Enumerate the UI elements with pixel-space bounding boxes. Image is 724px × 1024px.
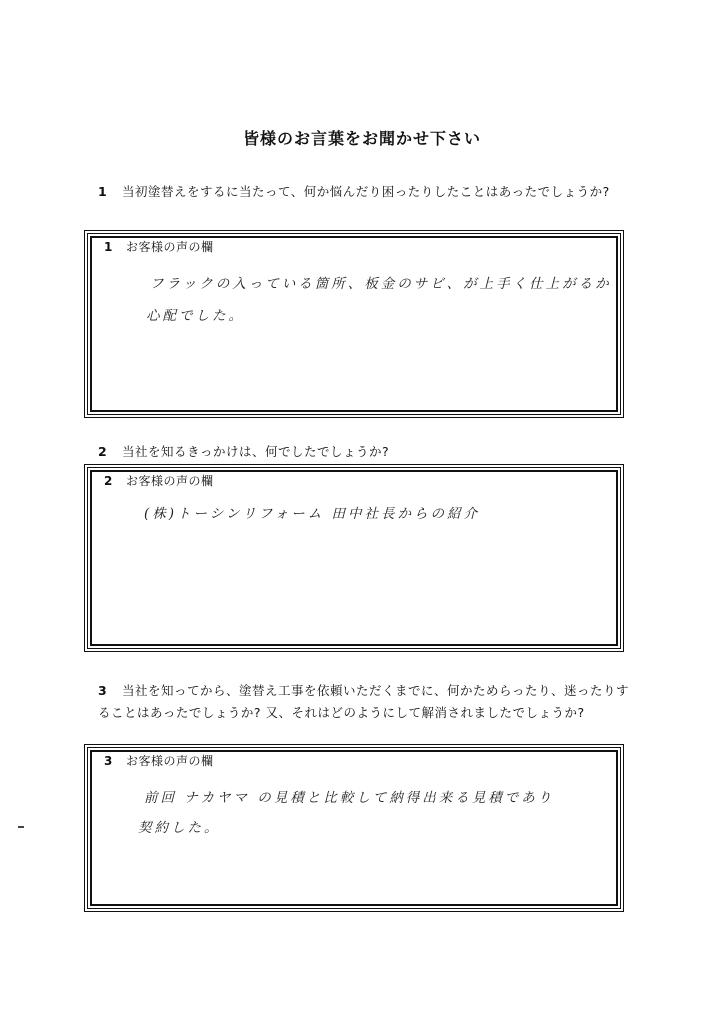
answer-box-label (104, 472, 214, 489)
answer-box-number: 3 (104, 754, 113, 768)
question-3 (98, 680, 638, 724)
answer-box-number: 1 (104, 240, 113, 254)
answer-box-label (104, 238, 214, 255)
answer-box-3 (84, 744, 624, 912)
answer-box-2 (84, 464, 624, 652)
handwritten-answer-line: 前回 ナカヤマ の見積と比較して納得出来る見積であり (144, 790, 555, 806)
question-text: 当初塗替えをするに当たって、何か悩んだり困ったりしたことはあったでしょうか? (122, 184, 610, 199)
answer-box-label (104, 752, 214, 769)
question-number: 1 (98, 184, 108, 199)
answer-box-inner (90, 236, 618, 412)
question-number: 2 (98, 444, 108, 459)
page-title: 皆様のお言葉をお聞かせ下さい (242, 129, 481, 148)
handwritten-answer-line: (株)トーシンリフォーム 田中社長からの紹介 (144, 506, 481, 522)
question-2 (98, 440, 638, 464)
answer-box-1 (84, 230, 624, 418)
handwritten-answer-line: 契約した。 (138, 820, 221, 836)
answer-box-number: 2 (104, 474, 113, 488)
answer-box-inner (90, 470, 618, 646)
scan-speck (18, 826, 24, 828)
answer-box-label-text: お客様の声の欄 (126, 240, 214, 254)
question-number: 3 (98, 683, 108, 698)
question-text: 当社を知るきっかけは、何でしたでしょうか? (122, 444, 390, 459)
answer-box-label-text: お客様の声の欄 (126, 474, 214, 488)
handwritten-answer-line: 心配でした。 (146, 308, 245, 324)
question-1 (98, 180, 638, 204)
answer-box-label-text: お客様の声の欄 (126, 754, 214, 768)
handwritten-answer-line: フラックの入っている箇所、板金のサビ、が上手く仕上がるか (150, 276, 612, 292)
question-text: 当社を知ってから、塗替え工事を依頼いただくまでに、何かためらったり、迷ったりすることはあったでしょうか? 又、それはどのようにして解消されましたでしょうか? (98, 683, 630, 720)
